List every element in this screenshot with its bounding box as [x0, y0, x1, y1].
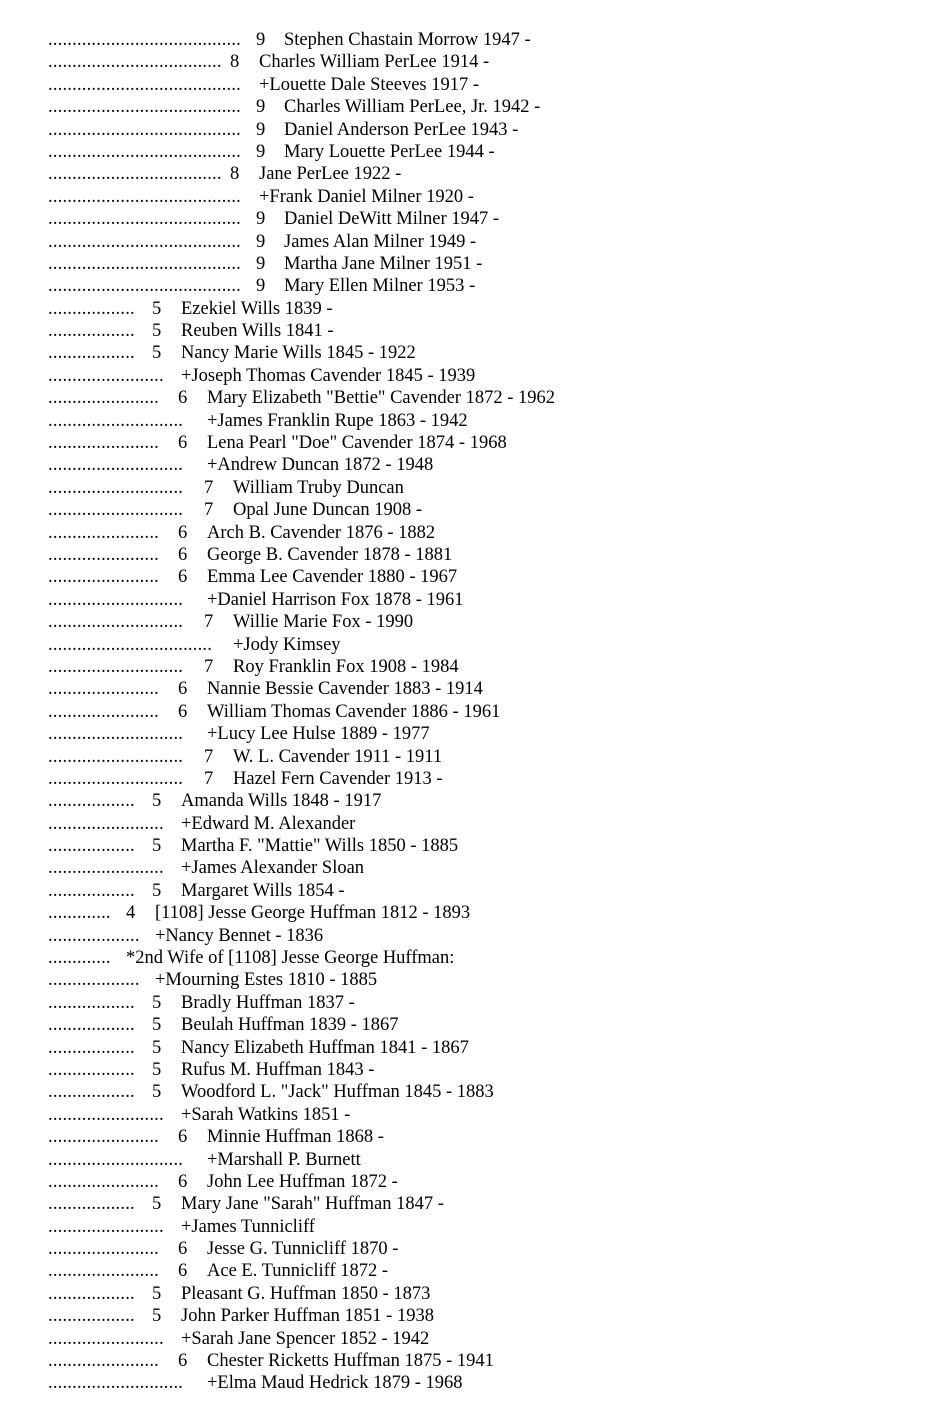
- leader-dots: ............................: [48, 768, 184, 789]
- list-item: [48, 499, 918, 521]
- leader-dots: ........................................: [48, 74, 241, 95]
- leader-dots: ............................: [48, 410, 184, 431]
- person-entry: Stephen Chastain Morrow 1947 -: [284, 30, 531, 50]
- person-entry: Nannie Bessie Cavender 1883 - 1914: [207, 679, 483, 700]
- list-item: [48, 454, 918, 476]
- list-item: [48, 51, 918, 73]
- leader-dots: .......................: [48, 433, 159, 454]
- generation-number: 7: [204, 768, 214, 789]
- leader-dots: ..................: [48, 791, 135, 812]
- generation-number: 6: [178, 433, 188, 454]
- list-item: [48, 1037, 918, 1059]
- leader-dots: .......................: [48, 1261, 159, 1282]
- list-item: [48, 611, 918, 633]
- leader-dots: ........................................: [48, 253, 241, 274]
- leader-dots: ........................: [48, 1216, 164, 1237]
- person-entry: Margaret Wills 1854 -: [181, 880, 345, 901]
- generation-number: 5: [152, 880, 162, 901]
- spouse-entry: +Edward M. Alexander: [181, 813, 356, 834]
- generation-number: 9: [256, 253, 266, 274]
- generation-number: 7: [204, 746, 214, 767]
- leader-dots: ........................................: [48, 30, 241, 50]
- person-entry: Charles William PerLee, Jr. 1942 -: [284, 97, 541, 118]
- person-entry: Mary Ellen Milner 1953 -: [284, 276, 476, 297]
- generation-number: 6: [178, 388, 188, 409]
- leader-dots: ............................: [48, 477, 184, 498]
- list-item: [48, 1059, 918, 1081]
- leader-dots: ..................: [48, 992, 135, 1013]
- person-entry: Hazel Fern Cavender 1913 -: [233, 768, 443, 789]
- leader-dots: ............................: [48, 589, 184, 610]
- list-item: [48, 1081, 918, 1103]
- person-entry: George B. Cavender 1878 - 1881: [207, 544, 453, 565]
- generation-number: 6: [178, 544, 188, 565]
- list-item: [48, 835, 918, 857]
- generation-number: 5: [152, 1015, 162, 1036]
- spouse-entry: +James Tunnicliff: [181, 1216, 315, 1237]
- spouse-entry: +James Alexander Sloan: [181, 858, 365, 879]
- spouse-entry: +Sarah Watkins 1851 -: [181, 1104, 351, 1125]
- leader-dots: ............................: [48, 746, 184, 767]
- spouse-entry: +Frank Daniel Milner 1920 -: [259, 186, 474, 207]
- person-entry: John Parker Huffman 1851 - 1938: [181, 1306, 434, 1327]
- leader-dots: ........................................: [48, 231, 241, 252]
- list-item: [48, 992, 918, 1014]
- leader-dots: .............: [48, 948, 111, 969]
- leader-dots: ..................: [48, 343, 135, 364]
- generation-number: 6: [178, 1239, 188, 1260]
- leader-dots: ....................................: [48, 52, 222, 73]
- list-item: [48, 477, 918, 499]
- leader-dots: ........................................: [48, 186, 241, 207]
- leader-dots: ........................................: [48, 209, 241, 230]
- leader-dots: ..................: [48, 1059, 135, 1080]
- person-entry: Pleasant G. Huffman 1850 - 1873: [181, 1283, 431, 1304]
- leader-dots: .......................: [48, 701, 159, 722]
- descendant-list: [48, 29, 918, 1395]
- person-entry: Arch B. Cavender 1876 - 1882: [207, 522, 436, 543]
- person-entry: [1108] Jesse George Huffman 1812 - 1893: [155, 903, 471, 924]
- leader-dots: ..................: [48, 1037, 135, 1058]
- spouse-entry: +Mourning Estes 1810 - 1885: [155, 970, 378, 991]
- list-item: [48, 320, 918, 342]
- list-item: [48, 902, 918, 924]
- generation-number: 6: [178, 567, 188, 588]
- list-item: [48, 74, 918, 96]
- spouse-entry: +Andrew Duncan 1872 - 1948: [207, 455, 434, 476]
- list-item: [48, 925, 918, 947]
- leader-dots: ..................: [48, 298, 135, 319]
- list-item: [48, 96, 918, 118]
- spouse-entry: +Lucy Lee Hulse 1889 - 1977: [207, 724, 430, 745]
- leader-dots: .......................: [48, 1127, 159, 1148]
- list-item: [48, 969, 918, 991]
- leader-dots: .......................: [48, 567, 159, 588]
- generation-number: 6: [178, 1171, 188, 1192]
- person-entry: Martha Jane Milner 1951 -: [284, 253, 483, 274]
- list-item: [48, 1238, 918, 1260]
- spouse-entry: +Louette Dale Steeves 1917 -: [259, 74, 480, 95]
- person-entry: Jane PerLee 1922 -: [259, 164, 402, 185]
- generation-number: 5: [152, 321, 162, 342]
- spouse-entry: +Joseph Thomas Cavender 1845 - 1939: [181, 365, 476, 386]
- leader-dots: ............................: [48, 656, 184, 677]
- list-item: [48, 1283, 918, 1305]
- generation-number: 5: [152, 298, 162, 319]
- person-entry: Ace E. Tunnicliff 1872 -: [207, 1261, 389, 1282]
- person-entry: Nancy Elizabeth Huffman 1841 - 1867: [181, 1037, 469, 1058]
- person-entry: Lena Pearl "Doe" Cavender 1874 - 1968: [207, 433, 507, 454]
- person-entry: Charles William PerLee 1914 -: [259, 52, 490, 73]
- list-item: [48, 387, 918, 409]
- person-entry: Martha F. "Mattie" Wills 1850 - 1885: [181, 836, 459, 857]
- leader-dots: ........................................: [48, 141, 241, 162]
- list-item: [48, 29, 918, 51]
- person-entry: Opal June Duncan 1908 -: [233, 500, 423, 521]
- generation-number: 6: [178, 522, 188, 543]
- list-item: [48, 634, 918, 656]
- leader-dots: ........................: [48, 858, 164, 879]
- list-item: [48, 656, 918, 678]
- leader-dots: .......................: [48, 522, 159, 543]
- generation-number: 5: [152, 1194, 162, 1215]
- spouse-entry: +Nancy Bennet - 1836: [155, 925, 324, 946]
- generation-number: 9: [256, 141, 266, 162]
- list-item: [48, 342, 918, 364]
- generation-number: 5: [152, 1082, 162, 1103]
- list-item: [48, 253, 918, 275]
- leader-dots: ............................: [48, 455, 184, 476]
- generation-number: 5: [152, 992, 162, 1013]
- list-item: [48, 163, 918, 185]
- generation-number: 9: [256, 97, 266, 118]
- person-entry: William Thomas Cavender 1886 - 1961: [207, 701, 501, 722]
- list-item: [48, 298, 918, 320]
- generation-number: 9: [256, 209, 266, 230]
- list-item: [48, 813, 918, 835]
- leader-dots: .............: [48, 903, 111, 924]
- generation-number: 5: [152, 836, 162, 857]
- generation-number: 5: [152, 791, 162, 812]
- generation-number: 9: [256, 231, 266, 252]
- spouse-entry: +Elma Maud Hedrick 1879 - 1968: [207, 1373, 463, 1394]
- list-item: [48, 1350, 918, 1372]
- list-item: [48, 119, 918, 141]
- list-item: [48, 208, 918, 230]
- list-item: [48, 231, 918, 253]
- person-entry: Woodford L. "Jack" Huffman 1845 - 1883: [181, 1082, 494, 1103]
- list-item: [48, 1126, 918, 1148]
- list-item: [48, 589, 918, 611]
- leader-dots: ..................: [48, 1306, 135, 1327]
- person-entry: Reuben Wills 1841 -: [181, 321, 334, 342]
- person-entry: Mary Elizabeth "Bettie" Cavender 1872 - 1962: [207, 388, 556, 409]
- list-item: [48, 432, 918, 454]
- generation-number: 8: [230, 52, 240, 73]
- leader-dots: ............................: [48, 724, 184, 745]
- leader-dots: ........................: [48, 365, 164, 386]
- person-entry: Ezekiel Wills 1839 -: [181, 298, 333, 319]
- list-item: [48, 1171, 918, 1193]
- leader-dots: .......................: [48, 544, 159, 565]
- generation-number: 9: [256, 30, 266, 50]
- list-item: [48, 1305, 918, 1327]
- list-item: [48, 141, 918, 163]
- leader-dots: ............................: [48, 1373, 184, 1394]
- list-item: [48, 365, 918, 387]
- leader-dots: ............................: [48, 612, 184, 633]
- generation-number: 6: [178, 1351, 188, 1372]
- generation-number: 9: [256, 276, 266, 297]
- leader-dots: .......................: [48, 679, 159, 700]
- leader-dots: ..................: [48, 1283, 135, 1304]
- list-item: [48, 678, 918, 700]
- generation-number: 4: [126, 903, 136, 924]
- leader-dots: .......................: [48, 1239, 159, 1260]
- person-entry: Daniel Anderson PerLee 1943 -: [284, 119, 519, 140]
- list-item: [48, 522, 918, 544]
- generation-number: 5: [152, 343, 162, 364]
- person-entry: Minnie Huffman 1868 -: [207, 1127, 384, 1148]
- list-item: [48, 1216, 918, 1238]
- list-item: [48, 947, 918, 969]
- person-entry: Jesse G. Tunnicliff 1870 -: [207, 1239, 399, 1260]
- leader-dots: ..................: [48, 321, 135, 342]
- person-entry: Roy Franklin Fox 1908 - 1984: [233, 656, 459, 677]
- list-item: [48, 701, 918, 723]
- leader-dots: ........................................: [48, 97, 241, 118]
- generation-number: 7: [204, 656, 214, 677]
- leader-dots: ..................: [48, 836, 135, 857]
- generation-number: 6: [178, 1261, 188, 1282]
- person-entry: Chester Ricketts Huffman 1875 - 1941: [207, 1351, 494, 1372]
- generation-number: 7: [204, 612, 214, 633]
- generation-number: 8: [230, 164, 240, 185]
- list-item: [48, 1260, 918, 1282]
- person-entry: Nancy Marie Wills 1845 - 1922: [181, 343, 416, 364]
- generation-number: 7: [204, 477, 214, 498]
- list-item: [48, 1014, 918, 1036]
- person-entry: Amanda Wills 1848 - 1917: [181, 791, 382, 812]
- person-entry: John Lee Huffman 1872 -: [207, 1171, 398, 1192]
- generation-number: 5: [152, 1306, 162, 1327]
- person-entry: Mary Jane "Sarah" Huffman 1847 -: [181, 1194, 444, 1215]
- spouse-entry: +Marshall P. Burnett: [207, 1149, 361, 1170]
- leader-dots: ..................: [48, 880, 135, 901]
- generation-number: 9: [256, 119, 266, 140]
- person-entry: James Alan Milner 1949 -: [284, 231, 477, 252]
- leader-dots: ............................: [48, 500, 184, 521]
- person-entry: William Truby Duncan: [233, 477, 404, 498]
- list-item: [48, 1193, 918, 1215]
- list-item: [48, 275, 918, 297]
- leader-dots: ..................: [48, 1194, 135, 1215]
- leader-dots: .......................: [48, 388, 159, 409]
- leader-dots: ..................: [48, 1082, 135, 1103]
- leader-dots: ........................: [48, 1104, 164, 1125]
- list-item: [48, 186, 918, 208]
- list-item: [48, 1104, 918, 1126]
- leader-dots: ........................................: [48, 276, 241, 297]
- leader-dots: ..................................: [48, 634, 213, 655]
- person-entry: Daniel DeWitt Milner 1947 -: [284, 209, 500, 230]
- generation-number: 6: [178, 1127, 188, 1148]
- list-item: [48, 746, 918, 768]
- list-item: [48, 1149, 918, 1171]
- person-entry: Mary Louette PerLee 1944 -: [284, 141, 495, 162]
- list-item: [48, 857, 918, 879]
- list-item: [48, 410, 918, 432]
- person-entry: Bradly Huffman 1837 -: [181, 992, 355, 1013]
- leader-dots: ........................................: [48, 119, 241, 140]
- generation-number: 7: [204, 500, 214, 521]
- generation-number: 6: [178, 679, 188, 700]
- spouse-entry: +Daniel Harrison Fox 1878 - 1961: [207, 589, 464, 610]
- person-entry: Rufus M. Huffman 1843 -: [181, 1059, 375, 1080]
- generation-number: 5: [152, 1283, 162, 1304]
- list-item: [48, 1372, 918, 1394]
- list-item: [48, 544, 918, 566]
- leader-dots: ....................................: [48, 164, 222, 185]
- person-entry: W. L. Cavender 1911 - 1911: [233, 746, 443, 767]
- person-entry: Willie Marie Fox - 1990: [233, 612, 414, 633]
- person-entry: *2nd Wife of [1108] Jesse George Huffman:: [126, 948, 455, 969]
- leader-dots: ...................: [48, 925, 140, 946]
- generation-number: 5: [152, 1059, 162, 1080]
- leader-dots: ........................: [48, 1328, 164, 1349]
- list-item: [48, 790, 918, 812]
- spouse-entry: +Sarah Jane Spencer 1852 - 1942: [181, 1328, 430, 1349]
- list-item: [48, 723, 918, 745]
- leader-dots: ........................: [48, 813, 164, 834]
- leader-dots: .......................: [48, 1171, 159, 1192]
- list-item: [48, 566, 918, 588]
- person-entry: Emma Lee Cavender 1880 - 1967: [207, 567, 458, 588]
- leader-dots: ............................: [48, 1149, 184, 1170]
- list-item: [48, 880, 918, 902]
- leader-dots: ...................: [48, 970, 140, 991]
- spouse-entry: +Jody Kimsey: [233, 634, 341, 655]
- list-item: [48, 768, 918, 790]
- generation-number: 6: [178, 701, 188, 722]
- person-entry: Beulah Huffman 1839 - 1867: [181, 1015, 399, 1036]
- generation-number: 5: [152, 1037, 162, 1058]
- list-item: [48, 1328, 918, 1350]
- spouse-entry: +James Franklin Rupe 1863 - 1942: [207, 410, 468, 431]
- leader-dots: ..................: [48, 1015, 135, 1036]
- leader-dots: .......................: [48, 1351, 159, 1372]
